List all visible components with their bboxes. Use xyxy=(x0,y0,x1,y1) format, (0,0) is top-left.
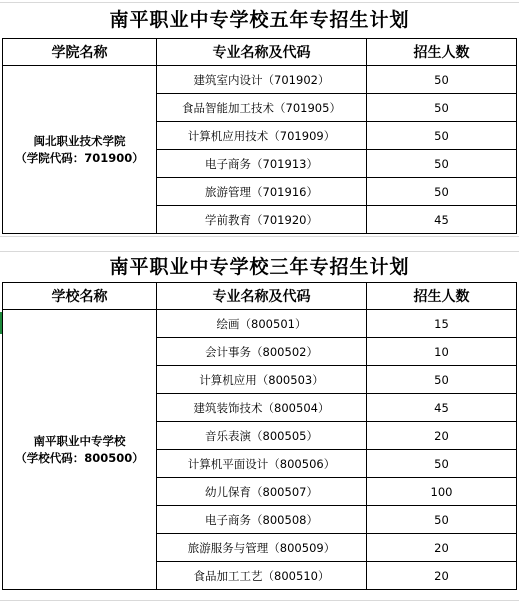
count-cell[interactable]: 50 xyxy=(367,450,517,478)
major-cell[interactable]: 绘画（800501） xyxy=(157,310,367,338)
major-cell[interactable]: 食品智能加工技术（701905） xyxy=(157,94,367,122)
count-cell[interactable]: 50 xyxy=(367,122,517,150)
count-cell[interactable]: 100 xyxy=(367,478,517,506)
count-cell[interactable]: 10 xyxy=(367,338,517,366)
major-cell[interactable]: 建筑室内设计（701902） xyxy=(157,66,367,94)
section-2-title: 南平职业中专学校三年专招生计划 xyxy=(109,256,410,278)
school-code: （学院代码：701900） xyxy=(15,150,144,165)
count-cell[interactable]: 20 xyxy=(367,562,517,590)
major-cell[interactable]: 电子商务（701913） xyxy=(157,150,367,178)
school-cell[interactable] xyxy=(3,66,157,234)
section-1-title: 南平职业中专学校五年专招生计划 xyxy=(109,9,410,31)
major-cell[interactable]: 计算机应用技术（701909） xyxy=(157,122,367,150)
table-header-row xyxy=(3,39,517,66)
major-cell[interactable]: 建筑装饰技术（800504） xyxy=(157,394,367,422)
count-cell[interactable]: 50 xyxy=(367,178,517,206)
major-cell[interactable]: 会计事务（800502） xyxy=(157,338,367,366)
major-cell[interactable]: 学前教育（701920） xyxy=(157,206,367,234)
count-cell[interactable]: 45 xyxy=(367,206,517,234)
header-school-name[interactable]: 学院名称 xyxy=(3,39,157,66)
count-cell[interactable]: 50 xyxy=(367,366,517,394)
major-cell[interactable]: 音乐表演（800505） xyxy=(157,422,367,450)
school-code: （学校代码：800500） xyxy=(15,450,144,465)
selection-marker xyxy=(0,312,2,334)
major-cell[interactable]: 计算机平面设计（800506） xyxy=(157,450,367,478)
five-year-plan-table xyxy=(2,38,517,234)
count-cell[interactable]: 50 xyxy=(367,94,517,122)
gridline xyxy=(0,251,519,252)
major-cell[interactable]: 旅游服务与管理（800509） xyxy=(157,534,367,562)
gridline xyxy=(0,600,519,601)
gridline xyxy=(0,236,519,237)
major-cell[interactable]: 幼儿保育（800507） xyxy=(157,478,367,506)
count-cell[interactable]: 50 xyxy=(367,66,517,94)
count-cell[interactable]: 50 xyxy=(367,506,517,534)
header-enrollment[interactable]: 招生人数 xyxy=(367,39,517,66)
header-major-code[interactable]: 专业名称及代码 xyxy=(157,283,367,310)
table-header-row xyxy=(3,283,517,310)
header-school-name[interactable]: 学校名称 xyxy=(3,283,157,310)
count-cell[interactable]: 50 xyxy=(367,150,517,178)
header-enrollment[interactable]: 招生人数 xyxy=(367,283,517,310)
three-year-plan-table xyxy=(2,282,517,590)
table-row xyxy=(3,310,517,338)
school-name: 南平职业中专学校 xyxy=(33,433,126,448)
gridline xyxy=(0,2,519,3)
major-cell[interactable]: 计算机应用（800503） xyxy=(157,366,367,394)
table-row xyxy=(3,66,517,94)
count-cell[interactable]: 20 xyxy=(367,534,517,562)
count-cell[interactable]: 15 xyxy=(367,310,517,338)
header-major-code[interactable]: 专业名称及代码 xyxy=(157,39,367,66)
major-cell[interactable]: 旅游管理（701916） xyxy=(157,178,367,206)
major-cell[interactable]: 电子商务（800508） xyxy=(157,506,367,534)
count-cell[interactable]: 20 xyxy=(367,422,517,450)
major-cell[interactable]: 食品加工工艺（800510） xyxy=(157,562,367,590)
school-cell[interactable] xyxy=(3,310,157,590)
count-cell[interactable]: 45 xyxy=(367,394,517,422)
school-name: 闽北职业技术学院 xyxy=(33,133,126,148)
